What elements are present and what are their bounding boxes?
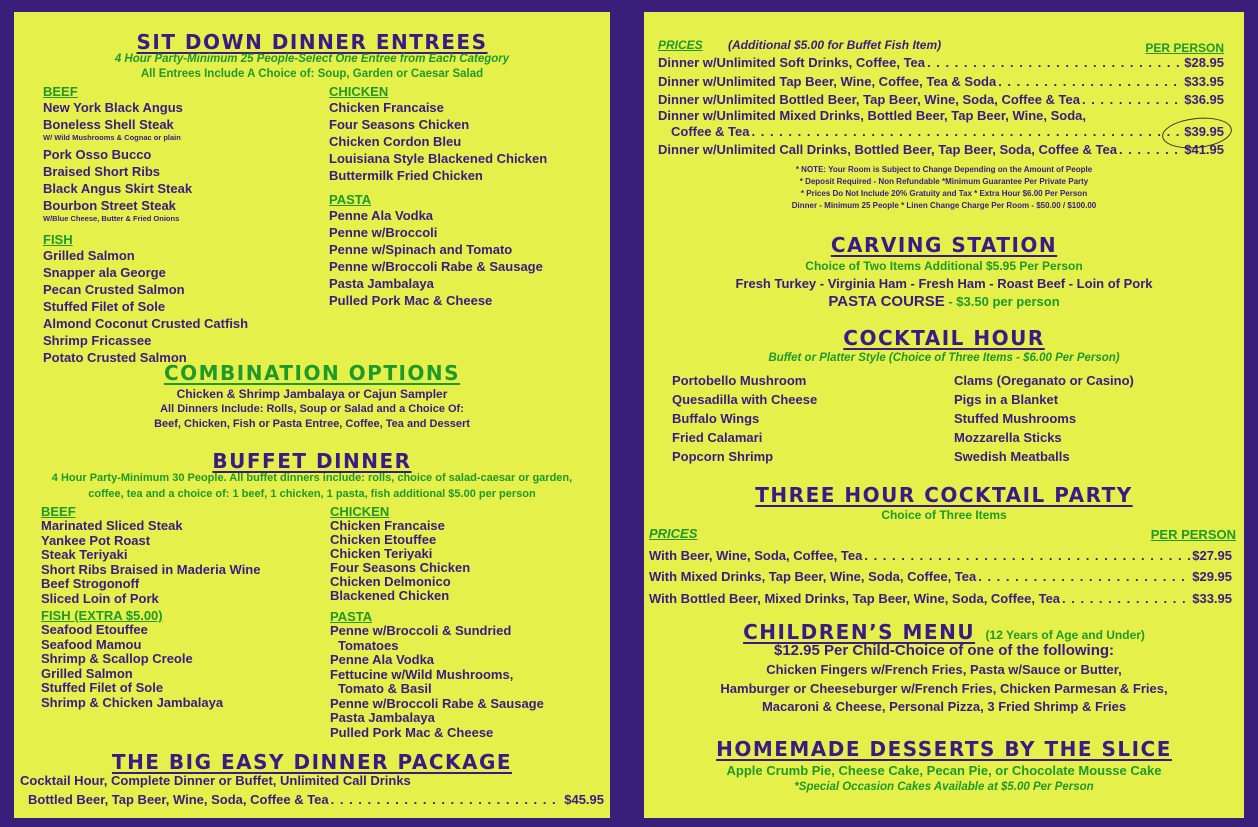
carving-sub: Choice of Two Items Additional $5.95 Per Person (805, 259, 1083, 273)
menu-item: Penne w/Broccoli Rabe & Sausage (330, 695, 544, 711)
desserts-line1: Apple Crumb Pie, Cheese Cake, Pecan Pie, or Chocolate Mousse Cake (726, 763, 1162, 778)
menu-item: Chicken Francaise (330, 518, 445, 533)
menu-item: Seafood Mamou (41, 636, 142, 652)
menu-item: Chicken Cordon Bleu (329, 134, 462, 149)
pasta-course-label: PASTA COURSE (828, 293, 945, 310)
price-row-price: $39.95 (1184, 124, 1224, 139)
desserts-line2: *Special Occasion Cakes Available at $5.00 Per Person (794, 781, 1094, 793)
price-row-price: $27.95 (1192, 548, 1232, 563)
prices-note: (Additional $5.00 for Buffet Fish Item) (728, 38, 942, 52)
price-row-text: Dinner w/Unlimited Tap Beer, Wine, Coffee, Tea & Soda (658, 74, 997, 89)
policy-note: * Deposit Required - Non Refundable *Minimum Guarantee Per Private Party (799, 177, 1089, 186)
menu-item: Penne w/Broccoli & Sundried (330, 623, 512, 638)
menu-item: Four Seasons Chicken (329, 117, 470, 132)
dot-leader (752, 124, 1183, 139)
menu-item: Grilled Salmon (41, 665, 133, 681)
big-easy-price: $45.95 (564, 792, 604, 807)
menu-item: Popcorn Shrimp (672, 449, 774, 464)
children-line1: $12.95 Per Child-Choice of one of the following: (773, 642, 1115, 659)
menu-item: Chicken Delmonico (330, 574, 451, 589)
price-row (649, 591, 1232, 606)
children-line4: Macaroni & Cheese, Personal Pizza, 3 Fried Shrimp & Fries (761, 699, 1127, 714)
chicken-heading: CHICKEN (330, 504, 390, 519)
price-row-text: Dinner w/Unlimited Mixed Drinks, Bottled Beer, Tap Beer, Wine, Soda, (658, 108, 1087, 123)
cocktail-right-column (954, 371, 1134, 466)
price-row (658, 142, 1224, 157)
sit-down-beef-column (43, 84, 248, 366)
buffet-title: BUFFET DINNER (212, 449, 412, 473)
menu-item: Sliced Loin of Pork (41, 590, 159, 606)
menu-item-note: W/Blue Cheese, Butter & Fried Onions (43, 214, 180, 223)
price-row (649, 548, 1232, 563)
menu-item: Buffalo Wings (672, 411, 760, 426)
menu-item: Pasta Jambalaya (329, 276, 434, 291)
price-row (658, 74, 1224, 89)
dot-leader (978, 569, 1190, 584)
price-row-text: Dinner w/Unlimited Soft Drinks, Coffee, Tea (658, 55, 926, 70)
price-row (671, 124, 1224, 139)
pasta-course-line (644, 293, 1244, 311)
price-row-price: $29.95 (1192, 569, 1232, 584)
per-person-label: PER PERSON (1145, 41, 1224, 55)
menu-item-continued: Tomato & Basil (338, 681, 432, 696)
buffet-beef-column (41, 504, 260, 710)
price-row-text: With Beer, Wine, Soda, Coffee, Tea (649, 548, 863, 563)
sit-down-line1: 4 Hour Party-Minimum 25 People-Select One Entree from Each Category (114, 53, 510, 65)
left-menu-page (14, 12, 610, 818)
menu-item: Four Seasons Chicken (330, 560, 471, 575)
pasta-heading: PASTA (330, 609, 373, 624)
price-row-text: Coffee & Tea (671, 124, 750, 139)
menu-item: Marinated Sliced Steak (41, 518, 183, 533)
dot-leader (1082, 92, 1182, 107)
price-row (649, 569, 1232, 584)
menu-item: Black Angus Skirt Steak (43, 181, 193, 196)
sit-down-title: SIT DOWN DINNER ENTREES (136, 30, 488, 54)
dot-leader (331, 792, 563, 807)
price-row-text: Dinner w/Unlimited Bottled Beer, Tap Beer, Wine, Soda, Coffee & Tea (658, 92, 1080, 107)
three-hour-per-person: PER PERSON (1150, 527, 1236, 542)
cocktail-hour-sub: Buffet or Platter Style (Choice of Three Items - $6.00 Per Person) (768, 352, 1120, 364)
menu-item: Potato Crusted Salmon (43, 350, 187, 365)
three-hour-prices-label: PRICES (649, 526, 698, 541)
menu-item: Pasta Jambalaya (330, 710, 435, 725)
menu-item: Stuffed Filet of Sole (43, 299, 166, 314)
menu-item: Pulled Pork Mac & Cheese (330, 724, 494, 740)
menu-item: Pulled Pork Mac & Cheese (329, 293, 493, 308)
menu-item: Shrimp & Chicken Jambalaya (41, 694, 224, 710)
menu-item: Blackened Chicken (330, 588, 450, 603)
carving-items: Fresh Turkey - Virginia Ham - Fresh Ham - Roast Beef - Loin of Pork (735, 276, 1153, 291)
menu-item: Grilled Salmon (43, 248, 135, 263)
price-row-price: $33.95 (1192, 591, 1232, 606)
menu-item: Penne Ala Vodka (330, 652, 435, 667)
price-row-text: With Bottled Beer, Mixed Drinks, Tap Beer, Wine, Soda, Coffee, Tea (649, 591, 1061, 606)
price-row-price: $28.95 (1184, 55, 1224, 70)
menu-item-note: W/ Wild Mushrooms & Cognac or plain (43, 133, 181, 142)
three-hour-sub: Choice of Three Items (881, 508, 1007, 522)
beef-heading: BEEF (43, 84, 78, 99)
combination-line1: Chicken & Shrimp Jambalaya or Cajun Sampler (176, 387, 448, 401)
menu-item: Stuffed Mushrooms (954, 411, 1077, 426)
menu-item: Fried Calamari (672, 430, 763, 445)
menu-item: Fettucine w/Wild Mushrooms, (330, 666, 514, 682)
menu-item: Louisiana Style Blackened Chicken (329, 151, 548, 166)
fish-heading: FISH (EXTRA $5.00) (41, 608, 163, 623)
menu-item: Pecan Crusted Salmon (43, 282, 185, 297)
dot-leader (998, 74, 1182, 89)
cocktail-left-column (672, 371, 817, 466)
three-hour-title: THREE HOUR COCKTAIL PARTY (755, 483, 1133, 507)
menu-item: Penne w/Spinach and Tomato (329, 242, 513, 257)
big-easy-title: THE BIG EASY DINNER PACKAGE (111, 750, 513, 774)
pasta-heading: PASTA (329, 192, 372, 207)
policy-note: Dinner - Minimum 25 People * Linen Change Charge Per Room - $50.00 / $100.00 (791, 201, 1097, 210)
menu-item: Clams (Oreganato or Casino) (954, 373, 1134, 388)
buffet-line1: 4 Hour Party-Minimum 30 People. All buffet dinners include: rolls, choice of salad-caesar or garden, (51, 472, 573, 484)
price-row-price: $33.95 (1184, 74, 1224, 89)
children-age: (12 Years of Age and Under) (985, 628, 1145, 642)
menu-item: New York Black Angus (43, 100, 183, 115)
policy-note: * NOTE: Your Room is Subject to Change Depending on the Amount of People (795, 165, 1093, 174)
menu-item: Almond Coconut Crusted Catfish (43, 316, 249, 331)
price-row-price: $41.95 (1184, 142, 1224, 157)
menu-item: Pork Osso Bucco (43, 147, 152, 162)
policy-note: * Prices Do Not Include 20% Gratuity and Tax * Extra Hour $6.00 Per Person (800, 189, 1088, 198)
dot-leader (1062, 591, 1190, 606)
menu-item: Boneless Shell Steak (43, 117, 174, 132)
menu-item: Braised Short Ribs (43, 164, 161, 179)
price-row (658, 55, 1224, 70)
price-row-text: With Mixed Drinks, Tap Beer, Wine, Soda, Coffee, Tea (649, 569, 977, 584)
menu-item: Quesadilla with Cheese (672, 392, 818, 407)
dot-leader (864, 548, 1190, 563)
chicken-heading: CHICKEN (329, 84, 389, 99)
cocktail-hour-title: COCKTAIL HOUR (843, 326, 1045, 350)
prices-label: PRICES (658, 38, 703, 52)
menu-item: Beef Strogonoff (41, 576, 140, 591)
menu-item: Shrimp Fricassee (43, 333, 152, 348)
children-line2: Chicken Fingers w/French Fries, Pasta w/Sauce or Butter, (766, 662, 1122, 677)
dot-leader (1119, 142, 1182, 157)
right-menu-page (644, 12, 1244, 818)
price-row-text: Dinner w/Unlimited Call Drinks, Bottled Beer, Tap Beer, Soda, Coffee & Tea (658, 142, 1117, 157)
carving-title: CARVING STATION (830, 233, 1058, 257)
menu-item: Pigs in a Blanket (954, 392, 1059, 407)
menu-item-continued: Tomatoes (338, 637, 399, 653)
big-easy-line2: Bottled Beer, Tap Beer, Wine, Soda, Coffee & Tea (28, 792, 329, 807)
menu-item: Penne Ala Vodka (329, 208, 434, 223)
beef-heading: BEEF (41, 504, 76, 519)
children-title: CHILDREN’S MENU (743, 620, 976, 644)
menu-item: Seafood Etouffee (41, 622, 148, 637)
combination-line3: Beef, Chicken, Fish or Pasta Entree, Coffee, Tea and Dessert (154, 418, 470, 430)
menu-item: Shrimp & Scallop Creole (41, 651, 193, 666)
price-row (658, 92, 1224, 107)
menu-item: Bourbon Street Steak (43, 198, 176, 213)
menu-item: Stuffed Filet of Sole (41, 680, 164, 695)
menu-item: Snapper ala George (43, 265, 166, 280)
dot-leader (927, 55, 1182, 70)
menu-item: Yankee Pot Roast (41, 532, 151, 548)
fish-heading: FISH (43, 232, 73, 247)
menu-item: Chicken Francaise (329, 100, 444, 115)
combination-title: COMBINATION OPTIONS (163, 361, 461, 385)
menu-item: Chicken Etouffee (330, 532, 437, 547)
buffet-chicken-column (330, 504, 544, 740)
big-easy-line1: Cocktail Hour, Complete Dinner or Buffet, Unlimited Call Drinks (20, 773, 411, 788)
menu-item: Penne w/Broccoli (329, 225, 438, 240)
desserts-title: HOMEMADE DESSERTS BY THE SLICE (716, 737, 1172, 761)
menu-item: Swedish Meatballs (954, 449, 1070, 464)
children-line3: Hamburger or Cheeseburger w/French Fries, Chicken Parmesan & Fries, (720, 681, 1168, 696)
sit-down-line2: All Entrees Include A Choice of: Soup, Garden or Caesar Salad (140, 68, 484, 80)
menu-item: Short Ribs Braised in Maderia Wine (41, 561, 261, 577)
sit-down-chicken-column (329, 84, 547, 309)
buffet-line2: coffee, tea and a choice of: 1 beef, 1 chicken, 1 pasta, fish additional $5.00 per person (88, 488, 536, 500)
children-title-line (644, 620, 1244, 644)
price-row-price: $36.95 (1184, 92, 1224, 107)
menu-item: Steak Teriyaki (41, 547, 128, 562)
pasta-course-price: - $3.50 per person (944, 294, 1060, 309)
big-easy-price-row (28, 792, 604, 807)
menu-item: Buttermilk Fried Chicken (329, 168, 483, 183)
menu-item: Mozzarella Sticks (954, 430, 1062, 445)
menu-item: Chicken Teriyaki (330, 546, 433, 561)
menu-item: Penne w/Broccoli Rabe & Sausage (329, 259, 543, 274)
combination-line2: All Dinners Include: Rolls, Soup or Salad and a Choice Of: (160, 403, 464, 415)
menu-item: Portobello Mushroom (672, 373, 807, 388)
